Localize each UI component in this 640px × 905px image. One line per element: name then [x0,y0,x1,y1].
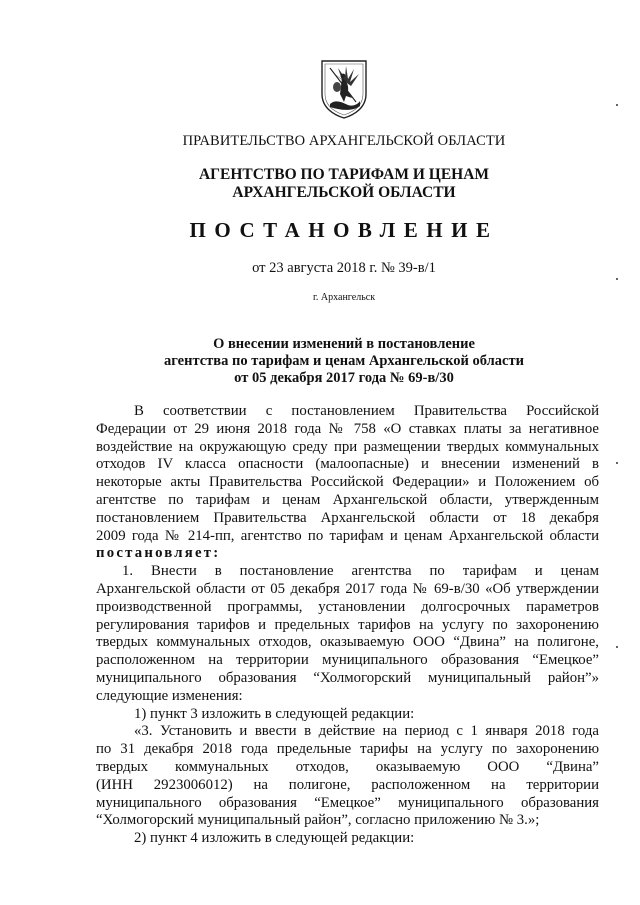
margin-mark [616,104,618,106]
body-line: (ИНН 2923006012) на полигоне, расположенном на территории [96,776,599,793]
subject-line: от 05 декабря 2017 года № 69-в/30 [234,370,454,386]
body-line: муниципального образования “Емецкое” муниципального образования [96,794,599,811]
date-and-number: от 23 августа 2018 г. № 39-в/1 [252,260,436,276]
body-line: по 31 декабря 2018 года предельные тарифы на услугу по захоронению [96,741,599,758]
agency-title [96,166,592,202]
body-line: Федерации от 29 июня 2018 года № 758 «О ставках платы за негативное [96,420,599,437]
margin-mark [616,462,618,464]
body-line: “Холмогорский муниципальный район”, согласно приложению № 3.»; [96,812,540,829]
city: г. Архангельск [312,292,376,303]
agency-title-line: АГЕНТСТВО ПО ТАРИФАМ И ЦЕНАМ [198,166,490,183]
body-line: твердых коммунальных отходов, оказываемую ООО “Двина” [96,758,599,775]
arkhangelsk-coat-of-arms-icon [318,58,370,120]
body-line: расположенном на территории муниципального образования “Емецкое” [96,652,599,669]
document-type: ПОСТАНОВЛЕНИЕ [189,218,499,242]
body-line: 2009 года № 214-пп, агентство по тарифам и ценам Архангельской области [96,527,599,544]
body-line: агентстве по тарифам и ценам Архангельской области, утвержденным [96,491,599,508]
body-line: твердых коммунальных отходов, оказываемую ООО “Двина” на полигоне, [96,634,599,651]
document-subject [96,336,592,387]
body-line: следующие изменения: [96,687,243,704]
body-line: воздействие на окружающую среду при размещении твердых коммунальных [96,438,599,455]
body-line: муниципального образования “Холмогорский муниципальный район”» [96,669,599,686]
subject-line: агентства по тарифам и ценам Архангельской области [164,353,524,369]
margin-mark [616,278,618,280]
margin-mark [616,646,618,648]
list-item: 1) пункт 3 изложить в следующей редакции: [134,705,415,722]
body-line: регулирования тарифов и предельных тарифов на услугу по захоронению [96,616,599,633]
body-line: 1. Внести в постановление агентства по тарифам и ценам [122,563,599,580]
subject-line: О внесении изменений в постановление [213,336,475,352]
body-line: Архангельской области от 05 декабря 2017 года № 69-в/30 «Об утверждении [96,580,599,597]
body-line: В соответствии с постановлением Правительства Российской [134,403,599,419]
body-line: «3. Установить и ввести в действие на период с 1 января 2018 года [134,723,599,740]
list-item: 2) пункт 4 изложить в следующей редакции: [134,830,415,847]
body-line: постановлением Правительства Архангельской области от 18 декабря [96,509,599,526]
body-line: некоторые акты Правительства Российской Федерации» и Положением об [96,474,599,491]
document-body [96,403,599,848]
body-line: производственной программы, установлении долгосрочных параметров [96,598,599,615]
government-title: ПРАВИТЕЛЬСТВО АРХАНГЕЛЬСКОЙ ОБЛАСТИ [182,133,506,149]
body-line: отходов IV класса опасности (малоопасные) и внесении изменений в [96,456,599,473]
agency-title-line: АРХАНГЕЛЬСКОЙ ОБЛАСТИ [232,184,456,201]
resolves-word: постановляет: [96,545,221,562]
